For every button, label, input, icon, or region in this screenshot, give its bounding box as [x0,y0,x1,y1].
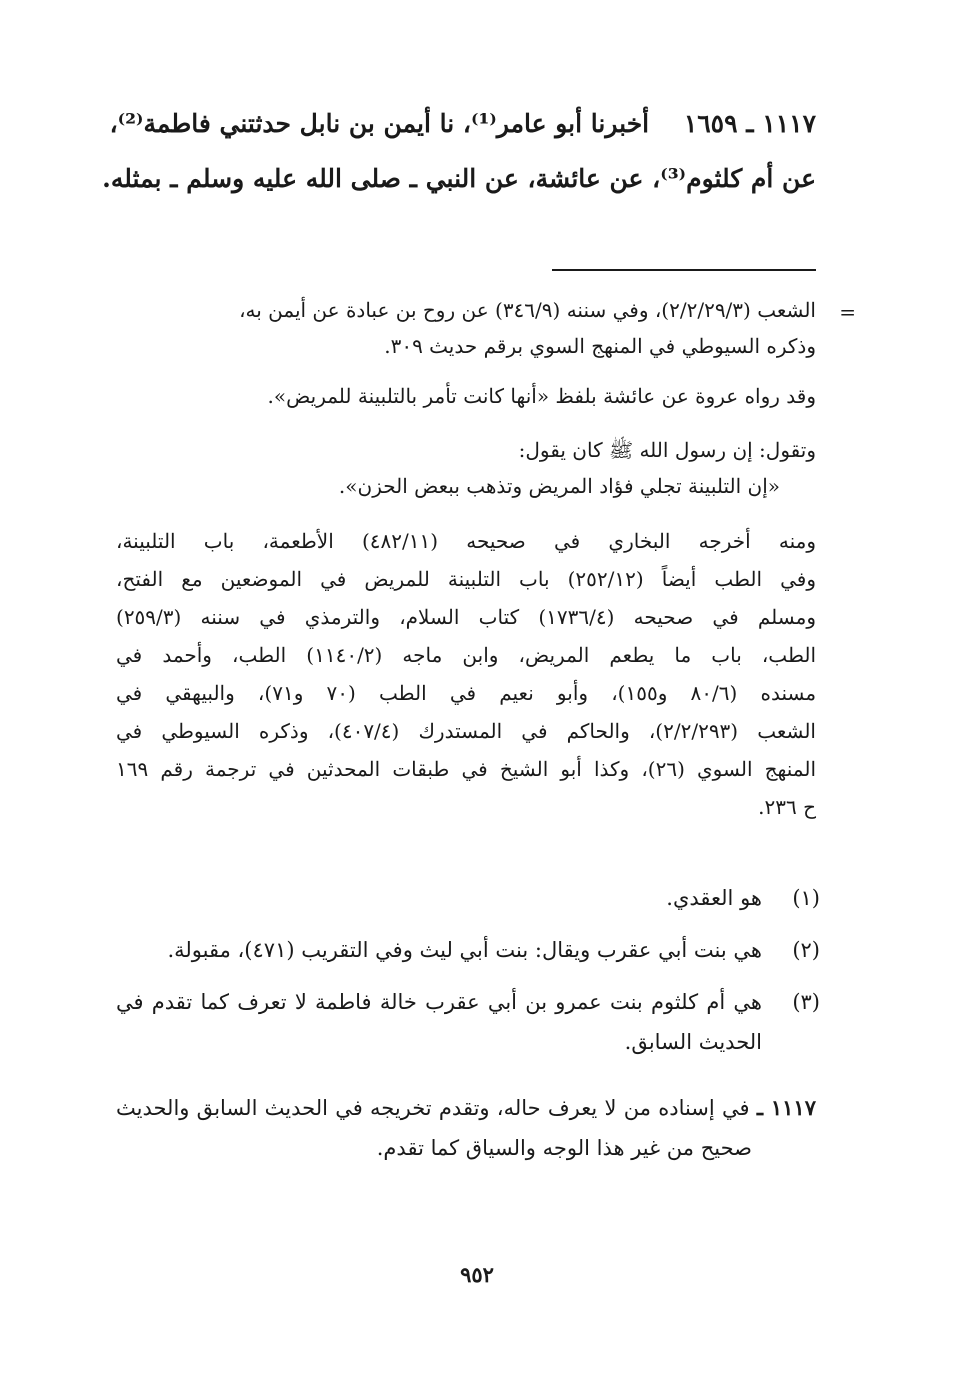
note-block-4 [116,522,816,826]
footnote-number: (٢) [792,938,820,962]
note-line: الشعب (٢/٢/٢٩/٣)، وفي سننه (٣٤٦/٩) عن روح بن عبادة عن أيمن به، [239,298,816,322]
note-line: وذكره السيوطي في المنهج السوي برقم حديث ٣٠٩. [384,334,816,358]
main-hadith-line-2: عن أم كلثوم⁽³⁾، عن عائشة، عن النبي ـ صلى الله عليه وسلم ـ بمثله. [102,164,816,193]
note-line: ومنه أخرجه البخاري في صحيحه (٤٨٢/١١) الأطعمة، باب التلبينة، [116,529,816,553]
hadith-number: ١١١٧ ـ ١٦٥٩ [683,109,816,138]
note-quote-line: «إن التلبينة تجلي فؤاد المريض وتذهب ببعض الحزن». [338,474,780,498]
footnote-text: هي أم كلثوم بنت عمرو بن أبي عقرب خالة فاطمة لا تعرف كما تقدم في [116,990,762,1014]
commentary-line-1 [116,1088,816,1128]
note-line: وقد رواه عروة عن عائشة بلفظ «أنها كانت تأمر بالتلبينة للمريض». [267,384,816,408]
continued-notes [116,292,856,826]
note-block-2 [116,378,816,414]
main-hadith-line-1 [109,96,816,151]
note-line: ح ٢٣٦. [758,795,816,819]
hadith-text-line-1: أخبرنا أبو عامر⁽¹⁾، نا أيمن بن نابل حدثتني فاطمة⁽²⁾، [109,109,650,138]
commentary-line-2: صحيح من غير هذا الوجه والسياق كما تقدم. [376,1136,752,1160]
note-line: الطب، باب ما يطعم المريض، وابن ماجه (١١٤٠/٢) الطب، وأحمد في [116,643,816,667]
note-line: وتقول: إن رسول الله ﷺ كان يقول: [518,438,816,462]
hadith-commentary [116,1088,816,1168]
note-line: المنهج السوي (٢٦)، وكذا أبو الشيخ في طبقات المحدثين في ترجمة رقم ١٦٩ [116,757,817,781]
note-line: وفي الطب أيضاً (٢٥٢/١٢) باب التلبينة للمريض في الموضعين مع الفتح، [116,567,816,591]
note-line: الشعب (٢/٢/٢٩٣)، والحاكم في المستدرك (٤٠٧/٤)، وذكره السيوطي في [116,719,816,743]
note-line: مسنده (٨٠/٦ و١٥٥)، وأبو نعيم في الطب (٧٠ و٧١)، والبيهقي في [116,681,817,705]
footnotes [116,878,820,1062]
note-block-1 [116,292,856,364]
footnote-text: هي بنت أبي عقرب ويقال: بنت أبي ليث وفي التقريب (٤٧١)، مقبولة. [167,938,762,962]
footnote-number: (٣) [792,990,820,1014]
commentary-text-1: في إسناده من لا يعرف حاله، وتقدم تخريجه في الحديث السابق والحديث [116,1096,750,1120]
continuation-marker: = [839,300,856,324]
main-hadith [102,96,816,206]
note-block-3 [116,432,816,504]
footnote-text: هو العقدي. [666,886,762,910]
page-number: ٩٥٢ [460,1262,494,1287]
footnote-2 [116,930,820,970]
footnote-1 [116,878,820,918]
footnote-text: الحديث السابق. [624,1030,762,1054]
footnote-divider [552,269,816,271]
footnote-number: (١) [792,886,820,910]
footnote-3 [116,982,820,1062]
commentary-number: ١١١٧ ـ [756,1095,816,1120]
note-line: ومسلم في صحيحه (١٧٣٦/٤) كتاب السلام، والترمذي في سننه (٢٥٩/٣) [116,605,816,629]
